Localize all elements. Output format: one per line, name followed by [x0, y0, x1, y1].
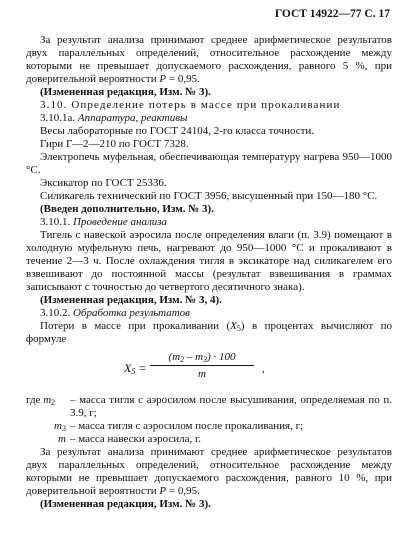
section-3-10-2-number: 3.10.2.	[40, 307, 71, 319]
definition-m3	[26, 420, 392, 433]
edit-note-2: (Введен дополнительно, Изм. № 3).	[40, 203, 214, 215]
definition-m2	[26, 394, 392, 420]
item-weights: Гири Г—2—210 по ГОСТ 7328.	[40, 138, 189, 150]
formula-denominator: m	[198, 368, 206, 380]
section-3-10-1a-title	[26, 112, 392, 125]
item-scales: Весы лабораторные по ГОСТ 24104, 2-го класса точности.	[40, 125, 315, 137]
definition-text: – масса тигля с аэросилом после прокаливания, г;	[70, 420, 304, 432]
formula-x5	[26, 351, 392, 389]
section-3-10-1a-number: 3.10.1а.	[40, 112, 76, 124]
definition-label: где $m_2$	[26, 394, 56, 407]
definition-text: – масса навески аэросила, г.	[70, 433, 202, 445]
section-3-10-1-title	[26, 216, 392, 229]
page-header: ГОСТ 14922—77 С. 17	[274, 8, 390, 20]
section-3-10-2-caption: Обработка результатов	[73, 307, 190, 319]
section-3-10-2-title	[26, 307, 392, 320]
edit-note-3: (Измененная редакция, Изм. № 3, 4).	[40, 294, 222, 306]
formula-tail: ,	[262, 363, 265, 375]
paragraph-formula-intro: Потери в массе при прокаливании $(X_5)$ в процентах вычисляют по формуле	[26, 320, 392, 345]
paragraph-result-1: За результат анализа принимают среднее арифметическое результатов двух параллельных определений, относительное расхождение между которыми не превышает допускаемого расхождения, равного 5 %, при доверительной вероятности P = 0,95.	[26, 34, 392, 85]
item-furnace: Электропечь муфельная, обеспечивающая температуру нагрева 950—1000 °С.	[26, 151, 392, 176]
section-3-10-1a-caption: Аппаратура, реактивы	[77, 112, 188, 124]
item-silica: Силикагель технический по ГОСТ 3956, высушенный при 150—180 °С.	[40, 190, 378, 202]
definition-label: $m_3$	[54, 420, 66, 433]
paragraph-result-2: За результат анализа принимают среднее арифметическое результатов двух параллельных определений, относительное расхождение между которыми не превышает допускаемого расхождения, равного 10 %, при доверительной вероятности P = 0,95.	[26, 446, 392, 497]
section-3-10-1-number: 3.10.1.	[40, 216, 71, 228]
edit-note-4: (Измененная редакция, Изм. № 3).	[40, 498, 211, 510]
definition-text: – масса тигля с аэросилом после высушивания, определяемая по п. 3.9, г;	[70, 394, 392, 419]
formula-numerator: $(m_2 - m_3) \cdot 100$	[150, 351, 254, 366]
section-3-10-title: 3.10. Определение потерь в массе при прокаливании	[40, 99, 341, 111]
formula-fraction	[150, 351, 254, 381]
paragraph-procedure: Тигель с навеской аэросила после определения влаги (п. 3.9) помещают в холодную муфельную печь, нагревают до 950—1000 °С и прокаливают в течение 2—3 ч. После охлаждения тигля в эксикаторе над силикагелем его взвешивают до постоянной массы (результат взвешивания в граммах записывают с точностью до четвертого десятичного знака).	[26, 229, 392, 293]
edit-note-1: (Измененная редакция, Изм. № 3).	[40, 86, 211, 98]
formula-lhs: $X_5$ =	[124, 361, 147, 376]
definition-m	[26, 433, 392, 446]
item-desiccator: Эксикатор по ГОСТ 25336.	[40, 177, 167, 189]
section-3-10-1-caption: Проведение анализа	[73, 216, 168, 228]
definition-label: m	[58, 433, 66, 445]
